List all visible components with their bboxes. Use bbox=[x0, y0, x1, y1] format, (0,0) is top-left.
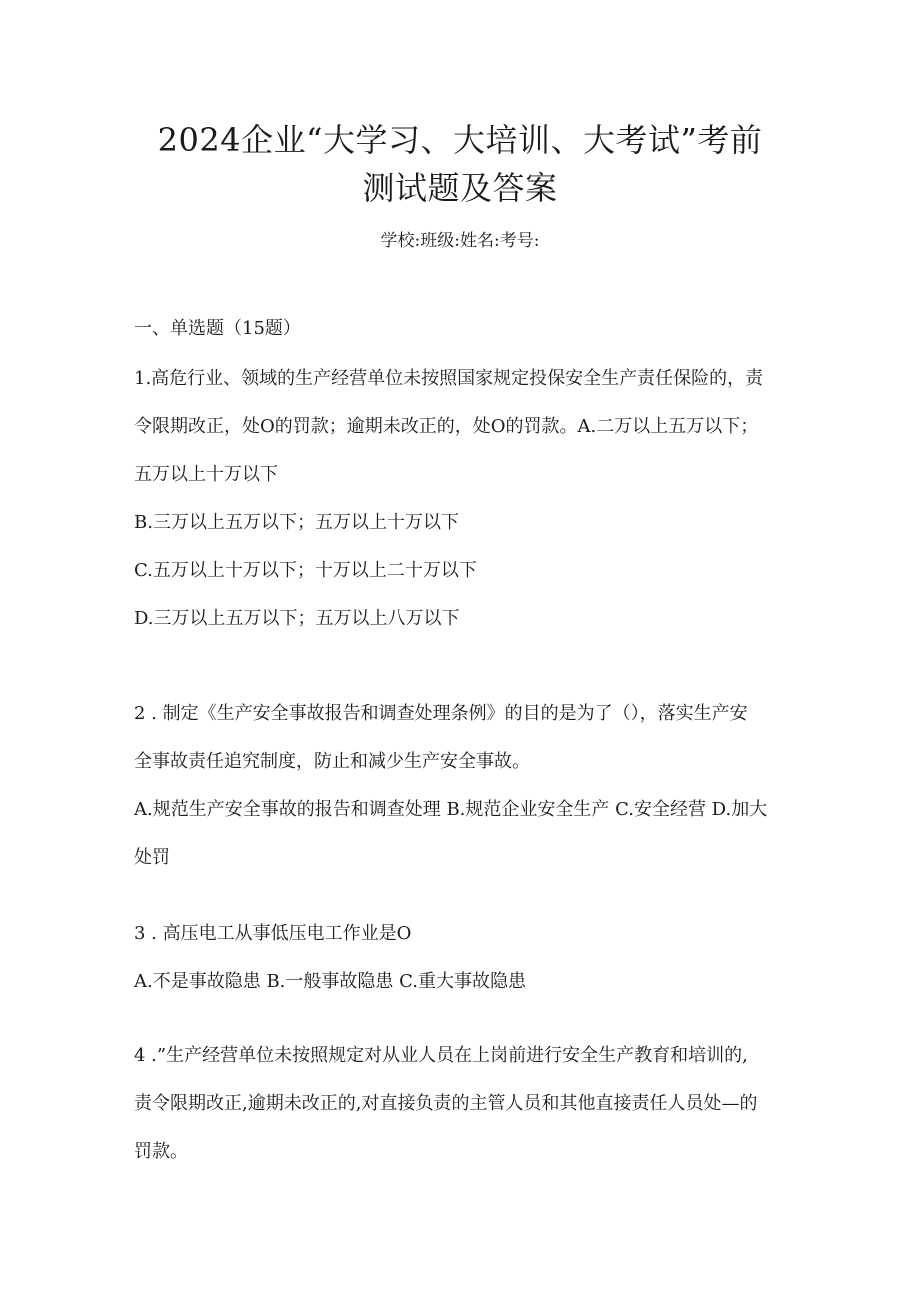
question-1-option-c: C.五万以上十万以下；十万以上二十万以下 bbox=[134, 560, 477, 581]
question-2-line-1: 2 . 制定《生产安全事故报告和调查处理条例》的目的是为了（），落实生产安 bbox=[134, 703, 748, 724]
section-heading: 一、单选题（15题） bbox=[134, 318, 301, 339]
question-1-option-d: D.三万以上五万以下；五万以上八万以下 bbox=[134, 608, 460, 629]
question-2-options-line-1: A.规范生产安全事故的报告和调查处理 B.规范企业安全生产 C.安全经营 D.加大 bbox=[134, 799, 768, 820]
question-3-options: A.不是事故隐患 B.一般事故隐患 C.重大事故隐患 bbox=[134, 971, 526, 992]
document-title-line-2: 测试题及答案 bbox=[362, 169, 558, 207]
question-1-line-2: 令限期改正，处O的罚款；逾期未改正的，处O的罚款。A.二万以上五万以下； bbox=[134, 416, 759, 437]
question-2-options-line-2: 处罚 bbox=[134, 847, 170, 868]
question-4-line-2: 责令限期改正,逾期未改正的,对直接负责的主管人员和其他直接责任人员处—的 bbox=[134, 1093, 758, 1114]
question-4-line-3: 罚款。 bbox=[134, 1141, 188, 1162]
question-3-line-1: 3 . 高压电工从事低压电工作业是O bbox=[134, 923, 412, 944]
question-2-line-2: 全事故责任追究制度，防止和减少生产安全事故。 bbox=[134, 751, 530, 772]
question-1-option-b: B.三万以上五万以下；五万以上十万以下 bbox=[134, 512, 459, 533]
document-title-line-1: 2024企业“大学习、大培训、大考试”考前 bbox=[157, 121, 763, 159]
question-4-line-1: 4 .”生产经营单位未按照规定对从业人员在上岗前进行安全生产教育和培训的, bbox=[134, 1045, 748, 1066]
question-1-line-3: 五万以上十万以下 bbox=[134, 464, 278, 485]
student-info-line: 学校:班级:姓名:考号: bbox=[380, 231, 540, 251]
question-1-line-1: 1.高危行业、领域的生产经营单位未按照国家规定投保安全生产责任保险的，责 bbox=[134, 368, 764, 389]
